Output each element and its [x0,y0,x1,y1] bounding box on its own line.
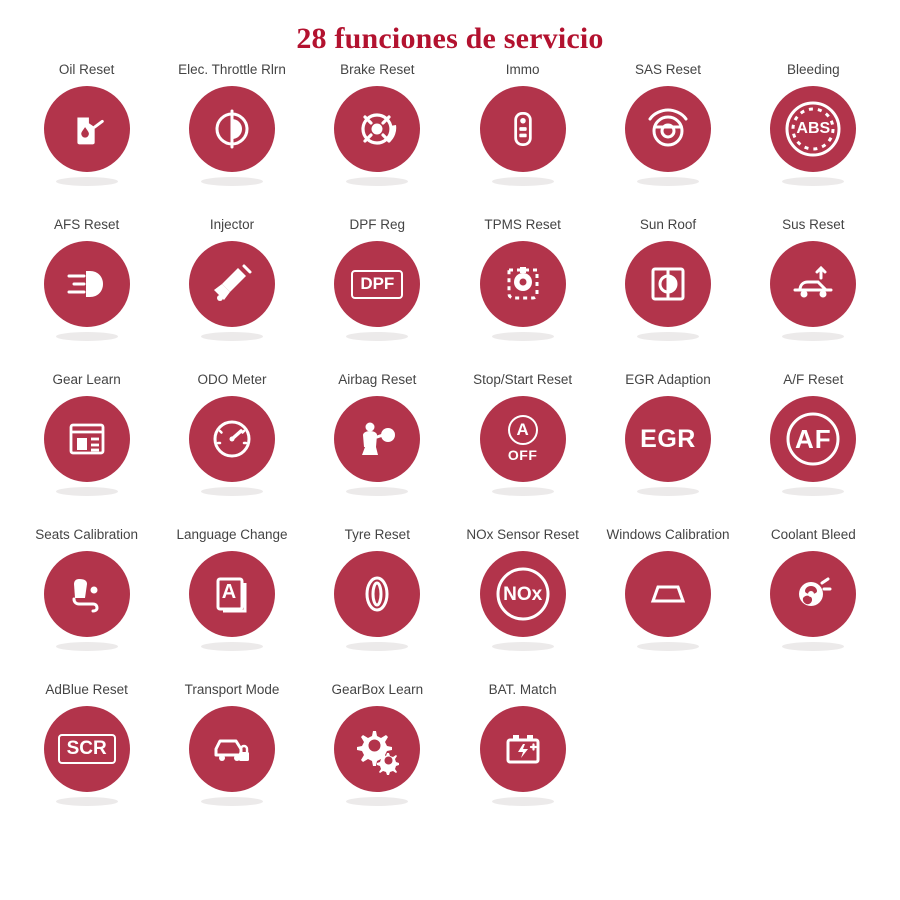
badge-wrap [39,551,135,653]
abs-label: ABS [796,120,831,137]
badge-shadow [56,797,118,806]
car-seat-icon [62,569,112,619]
badge-shadow [637,177,699,186]
badge-circle[interactable] [189,551,275,637]
badge-circle[interactable] [625,396,711,482]
badge-shadow [782,642,844,651]
battery-match-icon [498,724,548,774]
function-label: TPMS Reset [484,217,561,232]
badge-wrap [329,706,425,808]
badge-wrap [765,241,861,343]
function-label: NOx Sensor Reset [466,527,579,542]
nox-sensor-icon [492,563,554,625]
function-label: Sus Reset [782,217,845,232]
badge-circle[interactable] [189,241,275,327]
function-label: Oil Reset [58,62,115,77]
badge-circle[interactable] [334,706,420,792]
function-item-stop-start-reset[interactable] [450,372,595,527]
nox-label: NOx [503,583,543,605]
badge-wrap [765,551,861,653]
function-item-bat-match[interactable] [450,682,595,837]
suspension-car-icon [787,258,839,310]
badge-circle[interactable] [625,241,711,327]
badge-circle[interactable] [770,551,856,637]
function-item-bleeding[interactable] [741,62,886,217]
badge-circle[interactable] [189,706,275,792]
function-label: Sun Roof [639,217,697,232]
function-label: ODO Meter [197,372,267,387]
scr-label: SCR [66,738,107,759]
headlamp-beam-icon [62,259,112,309]
badge-wrap [765,396,861,498]
car-key-fob-icon [501,107,545,151]
badge-wrap [475,86,571,188]
badge-shadow [56,177,118,186]
function-item-elec-throttle-rlrn[interactable] [159,62,304,217]
function-label: Brake Reset [340,62,415,77]
airbag-seat-icon [351,413,403,465]
function-label: Injector [209,217,255,232]
badge-wrap [184,396,280,498]
function-label: DPF Reg [349,217,406,232]
oil-can-icon [64,106,110,152]
badge-shadow [782,177,844,186]
scr-adblue-icon [58,734,116,764]
dpf-label: DPF [360,273,395,293]
badge-wrap [475,396,571,498]
badge-circle[interactable] [44,396,130,482]
badge-wrap [620,396,716,498]
function-label: Immo [505,62,540,77]
badge-shadow [492,642,554,651]
badge-shadow [201,642,263,651]
start-stop-a-letter: A [508,415,538,445]
badge-wrap [184,706,280,808]
badge-wrap [620,241,716,343]
function-item-gear-learn[interactable] [14,372,159,527]
badge-wrap [184,86,280,188]
function-label: Stop/Start Reset [473,372,573,387]
function-item-sus-reset[interactable] [741,217,886,372]
function-item-odo-meter[interactable] [159,372,304,527]
badge-shadow [201,797,263,806]
function-item-seats-calibration[interactable] [14,527,159,682]
badge-shadow [637,642,699,651]
badge-wrap [329,396,425,498]
function-item-sas-reset[interactable] [595,62,740,217]
steering-angle-icon [644,105,692,153]
badge-shadow [201,487,263,496]
badge-circle[interactable] [334,551,420,637]
badge-shadow [346,797,408,806]
badge-wrap [475,706,571,808]
af-text-icon [782,408,844,470]
functions-grid [0,62,900,837]
badge-shadow [56,487,118,496]
badge-wrap [620,86,716,188]
function-item-af-reset[interactable] [741,372,886,527]
gearbox-cogs-icon [351,723,403,775]
start-stop-icon [508,415,538,463]
badge-circle[interactable] [480,396,566,482]
language-book-icon [209,571,255,617]
egr-text-icon: EGR [640,424,696,453]
function-label: Elec. Throttle Rlrn [178,62,286,77]
function-item-afs-reset[interactable] [14,217,159,372]
badge-shadow [492,487,554,496]
badge-wrap [39,86,135,188]
function-item-language-change[interactable] [159,527,304,682]
function-label: Transport Mode [184,682,280,697]
function-label: Gear Learn [52,372,121,387]
function-item-immo[interactable] [450,62,595,217]
badge-circle[interactable] [44,551,130,637]
function-item-gearbox-learn[interactable] [305,682,450,837]
badge-wrap [184,551,280,653]
badge-shadow [782,487,844,496]
badge-shadow [492,797,554,806]
badge-circle[interactable] [480,86,566,172]
badge-circle[interactable] [44,241,130,327]
function-label: Windows Calibration [606,527,730,542]
badge-shadow [346,332,408,341]
badge-wrap [184,241,280,343]
badge-wrap [39,706,135,808]
badge-shadow [201,332,263,341]
badge-shadow [637,487,699,496]
function-label: AdBlue Reset [45,682,128,697]
badge-shadow [492,332,554,341]
odometer-gauge-icon [206,413,258,465]
function-label: Seats Calibration [35,527,139,542]
function-label: SAS Reset [634,62,701,77]
badge-shadow [782,332,844,341]
badge-circle[interactable] [480,706,566,792]
dpf-filter-icon [351,270,403,299]
throttle-body-icon [208,105,256,153]
badge-shadow [346,642,408,651]
function-label: Bleeding [787,62,840,77]
function-label: EGR Adaption [625,372,711,387]
badge-wrap [329,241,425,343]
badge-shadow [492,177,554,186]
badge-shadow [56,642,118,651]
function-item-oil-reset[interactable] [14,62,159,217]
badge-circle[interactable] [480,551,566,637]
badge-circle[interactable] [334,86,420,172]
tyre-pressure-icon [497,258,549,310]
badge-circle[interactable] [770,86,856,172]
function-item-dpf-reg[interactable] [305,217,450,372]
start-stop-off-label: OFF [507,447,538,463]
function-label: Tyre Reset [344,527,410,542]
function-item-tpms-reset[interactable] [450,217,595,372]
gear-learn-screen-icon [62,414,112,464]
badge-wrap [329,551,425,653]
af-label: AF [794,424,832,454]
badge-circle[interactable] [770,396,856,482]
brake-disc-icon [353,105,401,153]
function-label: Coolant Bleed [770,527,856,542]
badge-circle[interactable] [770,241,856,327]
function-label: Language Change [176,527,288,542]
badge-circle[interactable] [44,86,130,172]
function-item-coolant-bleed[interactable] [741,527,886,682]
badge-wrap [475,551,571,653]
function-item-adblue-reset[interactable] [14,682,159,837]
fuel-injector-icon [208,260,256,308]
badge-shadow [56,332,118,341]
function-label: A/F Reset [783,372,844,387]
function-label: AFS Reset [54,217,120,232]
badge-shadow [346,487,408,496]
car-window-icon [643,569,693,619]
function-item-injector[interactable] [159,217,304,372]
badge-circle[interactable] [334,396,420,482]
tyre-icon [354,571,400,617]
badge-wrap [39,241,135,343]
function-label: Airbag Reset [338,372,417,387]
badge-circle[interactable] [189,396,275,482]
function-item-tyre-reset[interactable] [305,527,450,682]
car-lock-icon [206,723,258,775]
function-item-airbag-reset[interactable] [305,372,450,527]
function-item-transport-mode[interactable] [159,682,304,837]
coolant-pump-icon [788,569,838,619]
function-item-windows-calibration[interactable] [595,527,740,682]
function-item-brake-reset[interactable] [305,62,450,217]
function-label: BAT. Match [488,682,557,697]
page-title: 28 funciones de servicio [296,22,604,55]
badge-wrap [39,396,135,498]
badge-circle[interactable] [334,241,420,327]
language-letter: A [221,581,237,603]
sunroof-icon [643,259,693,309]
badge-circle[interactable] [625,86,711,172]
function-item-sun-roof[interactable] [595,217,740,372]
abs-brake-icon [782,98,844,160]
badge-circle[interactable] [44,706,130,792]
badge-circle[interactable] [625,551,711,637]
badge-shadow [346,177,408,186]
badge-wrap [765,86,861,188]
function-label: GearBox Learn [331,682,424,697]
badge-circle[interactable] [480,241,566,327]
badge-shadow [201,177,263,186]
badge-circle[interactable] [189,86,275,172]
function-item-egr-adaption[interactable] [595,372,740,527]
badge-wrap [620,551,716,653]
function-item-nox-sensor-reset[interactable] [450,527,595,682]
badge-wrap [475,241,571,343]
badge-shadow [637,332,699,341]
badge-wrap [329,86,425,188]
